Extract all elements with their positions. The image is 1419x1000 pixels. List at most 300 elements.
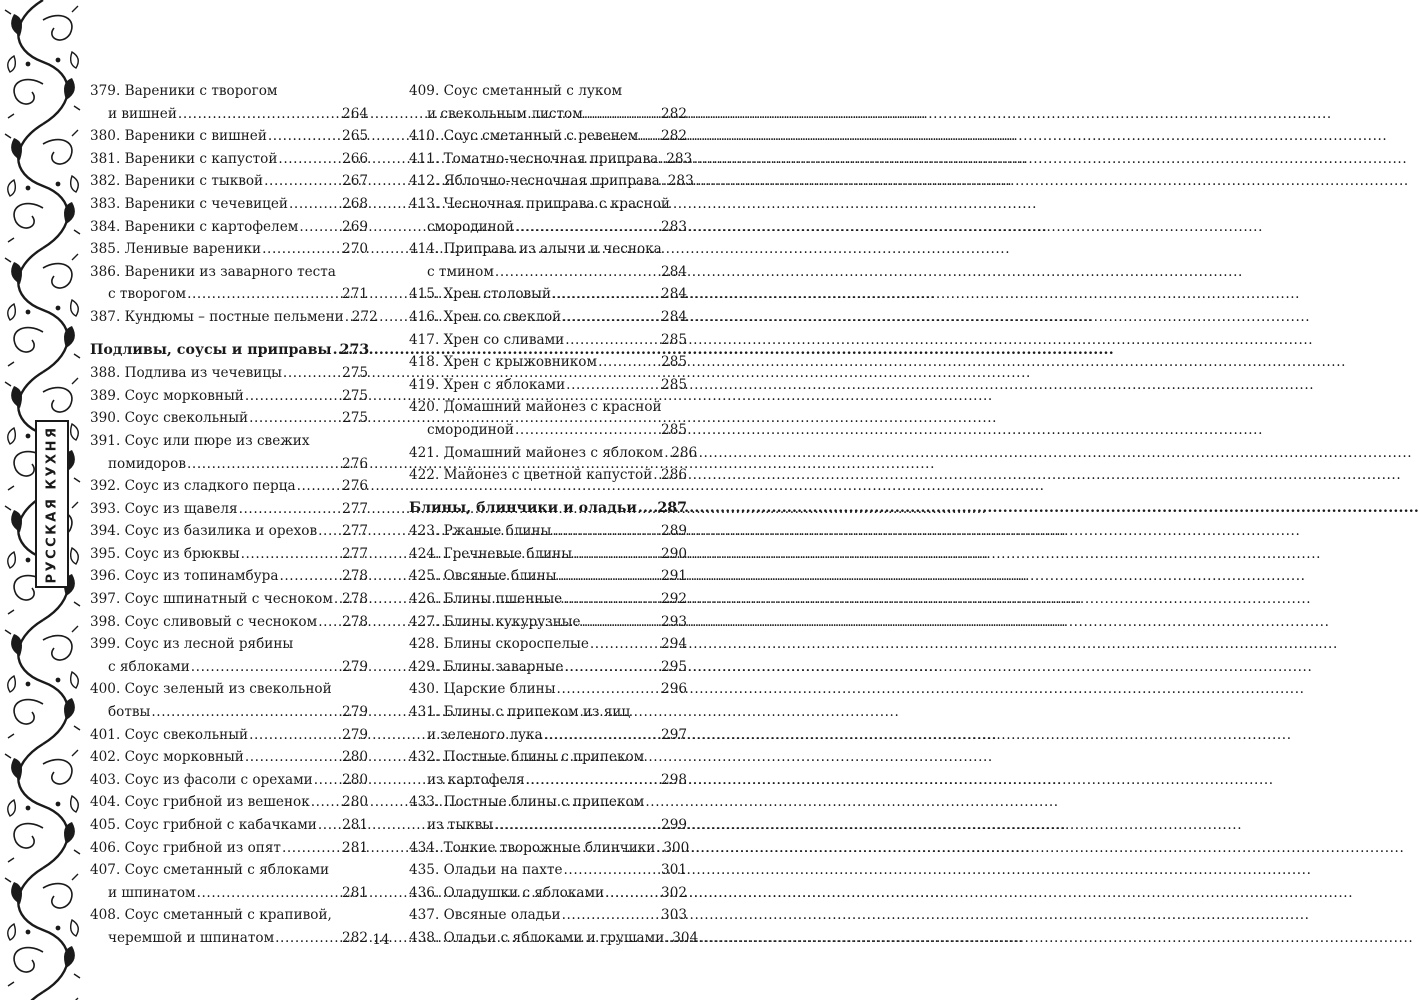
dot-leader [278,148,341,171]
toc-page-ref: 282 [661,105,687,122]
toc-page-ref: 285 [661,354,687,371]
toc-entry [409,746,687,791]
toc-entry [409,396,687,441]
toc-entry-title: 387. Кундюмы – постные пельмени [90,308,344,325]
dot-leader [187,453,341,476]
toc-entry-line [90,238,368,261]
dot-leader [605,882,660,905]
toc-entry-line [409,419,687,442]
toc-entry-line [409,701,687,724]
toc-entry [409,633,687,656]
toc-entry-title: с творогом [108,286,187,303]
toc-page-ref: 276 [342,478,368,495]
toc-entry [409,351,687,374]
toc-entry-title: 420. Домашний майонез с красной [409,399,662,416]
toc-entry-title: 433. Постные блины с припеком [409,794,645,811]
toc-entry-line [409,543,687,566]
dot-leader [279,565,341,588]
toc-page-ref: 270 [342,241,368,258]
toc-page-ref: 279 [342,726,368,743]
toc-page-ref: 284 [661,286,687,303]
toc-entry [90,170,368,193]
page-number: 14 [372,932,390,948]
toc-entry-line [409,769,687,792]
dot-leader [297,475,341,498]
toc-page-ref: 294 [661,636,687,653]
dot-leader [562,904,660,927]
toc-page-ref: 280 [342,749,368,766]
toc-page-ref: 283 [661,218,687,235]
toc-entry [90,724,368,747]
dot-leader [558,565,660,588]
toc-entry-title: из картофеля [427,771,525,788]
toc-entry-line [90,611,368,634]
toc-entry-line [409,261,687,284]
toc-entry-line [409,170,694,193]
toc-entry [90,498,368,521]
toc-entry [409,238,687,283]
toc-page-ref: 293 [661,613,687,630]
toc-entry [409,565,687,588]
toc-entry-title: 437. Овсяные оладьи [409,907,561,924]
toc-entry [90,306,378,329]
toc-entry [409,611,687,634]
toc-entry-line [409,520,687,543]
toc-page-ref: 284 [661,263,687,280]
toc-entry-line [409,837,690,860]
dot-leader [584,103,660,126]
dot-leader [333,339,339,362]
toc-page-ref: 295 [661,658,687,675]
dot-leader [245,746,341,769]
toc-page-ref: 291 [661,568,687,585]
toc-entry-line [90,407,368,430]
toc-entry-title: Блины, блинчики и оладьи [409,499,637,516]
dot-leader [264,170,341,193]
toc-entry-title: 416. Хрен со свеклой [409,308,562,325]
toc-page-ref: 283 [667,173,694,190]
toc-page-ref: 285 [661,331,687,348]
toc-entry [409,882,687,905]
toc-page-ref: 281 [342,839,368,856]
toc-page-ref: 301 [661,862,687,879]
toc-page-ref: 281 [342,817,368,833]
toc-entry-title: и зеленого лука [427,726,543,743]
toc-entry-title: 384. Вареники с картофелем [90,218,299,235]
dot-leader [311,791,341,814]
toc-entry-title: 406. Соус грибной из опят [90,839,281,856]
toc-entry [90,837,368,860]
dot-leader [191,656,341,679]
dot-leader [661,170,667,193]
dot-leader [239,498,341,521]
toc-page-ref: 279 [342,704,368,721]
toc-entry-line [409,633,687,656]
dot-leader [345,306,351,329]
toc-page-ref: 265 [342,128,368,145]
toc-page-ref: 277 [342,523,368,540]
toc-entry-line [409,588,687,611]
toc-entry [409,170,694,193]
toc-entry [409,193,687,238]
toc-entry-line [90,882,368,905]
toc-entry-title: 418. Хрен с крыжовником [409,354,598,371]
toc-entry [409,678,687,701]
toc-page-ref: 284 [661,308,687,325]
toc-entry-title: и свекольным листом [427,105,583,122]
dot-leader [656,837,662,860]
dot-leader [563,588,660,611]
toc-entry-title: Подливы, соусы и приправы [90,341,332,358]
toc-entry [409,306,687,329]
toc-entry [409,374,687,397]
toc-entry-line [90,701,368,724]
toc-entry-line [409,216,687,239]
toc-page-ref: 286 [671,444,698,461]
toc-entry-line [409,193,687,216]
toc-entry-title: 405. Соус грибной с кабачками [90,817,317,833]
dot-leader [178,103,341,126]
toc-entry [90,769,368,792]
toc-entry [409,837,690,860]
toc-entry [90,238,368,261]
toc-page-ref: 281 [342,884,368,901]
toc-entry-line [90,306,378,329]
toc-entry-title: смородиной [427,421,514,438]
dot-leader [573,543,660,566]
toc-entry [90,407,368,430]
toc-entry-line [409,329,687,352]
toc-entry-line [409,882,687,905]
dot-leader [638,497,657,520]
toc-entry-title: из тыквы [427,817,494,833]
toc-entry-line [409,904,687,927]
toc-entry [90,611,368,634]
toc-page-ref: 278 [342,591,368,608]
toc-entry-title: 400. Соус зеленый из свекольной [90,681,332,698]
toc-page-ref: 304 [672,929,699,946]
dot-leader [664,442,670,465]
toc-entry-title: 419. Хрен с яблоками [409,376,566,393]
toc-entry-title: 429. Блины заварные [409,658,564,675]
toc-entry-title: 390. Соус свекольный [90,410,249,427]
dot-leader [249,407,341,430]
toc-entry-title: 414. Приправа из алычи и чеснока [409,241,662,258]
toc-entry [90,565,368,588]
toc-page-ref: 282 [342,929,368,946]
toc-entry-title: помидоров [108,455,186,472]
toc-entry [409,125,687,148]
toc-section-heading [409,497,687,520]
toc-entry-line [90,656,368,679]
toc-entry-line [409,103,687,126]
toc-entry-line [90,543,368,566]
toc-entry-line [409,464,687,487]
dot-leader [515,419,660,442]
toc-entry-line [409,125,687,148]
dot-leader [515,216,660,239]
toc-entry-line [90,170,368,193]
toc-entry-line [90,588,368,611]
toc-entry-line [90,125,368,148]
toc-entry-title: с тмином [427,263,494,280]
dot-leader [318,611,341,634]
toc-entry-title: 381. Вареники с капустой [90,150,278,167]
toc-page-ref: 273 [339,341,370,358]
toc-entry-line [409,442,698,465]
toc-page-ref: 275 [342,410,368,427]
toc-page-ref: 269 [342,218,368,235]
toc-entry [409,283,687,306]
toc-entry-title: 388. Подлива из чечевицы [90,365,282,382]
toc-page-ref: 271 [342,286,368,303]
toc-entry-title: 380. Вареники с вишней [90,128,267,145]
toc-entry-line [90,791,368,814]
toc-page-ref: 292 [661,591,687,608]
toc-entry-line [409,565,687,588]
toc-entry-title: 436. Оладушки с яблоками [409,884,605,901]
toc-entry-line [90,814,368,837]
toc-entry-line [90,565,368,588]
toc-entry-line [90,859,368,882]
toc-entry-line [90,769,368,792]
toc-entry-title: 427. Блины кукурузные [409,613,581,630]
toc-entry-line [90,746,368,769]
toc-entry-title: 391. Соус или пюре из свежих [90,432,310,449]
toc-entry-title: 408. Соус сметанный с крапивой, [90,907,332,924]
dot-leader [494,814,660,837]
toc-entry-title: 423. Ржаные блины [409,523,552,540]
toc-page-ref: 283 [666,150,693,167]
toc-entry [409,148,693,171]
toc-entry-title: смородиной [427,218,514,235]
toc-entry-title: и шпинатом [108,884,196,901]
toc-entry-title: 395. Соус из брюквы [90,545,240,562]
toc-entry-line [409,724,687,747]
toc-entry-line [90,103,368,126]
toc-entry [409,588,687,611]
toc-entry [90,125,368,148]
toc-entry-line [409,306,687,329]
toc-page-ref: 279 [342,658,368,675]
toc-entry [90,430,368,475]
toc-entry-title: 382. Вареники с тыквой [90,173,264,190]
dot-leader [566,374,660,397]
dot-leader [552,520,660,543]
toc-entry-title: 401. Соус свекольный [90,726,249,743]
toc-entry-title: 392. Соус из сладкого перца [90,478,296,495]
toc-entry-title: 415. Хрен столовый [409,286,552,303]
toc-entry-line [90,385,368,408]
toc-entry-line [90,724,368,747]
dot-leader [582,611,661,634]
dot-leader [526,769,660,792]
dot-leader [639,125,660,148]
toc-page-ref: 299 [661,817,687,833]
toc-entry-title: 397. Соус шпинатный с чесноком [90,591,333,608]
floral-ornament-border [0,0,86,1000]
dot-leader [564,656,660,679]
toc-entry [409,543,687,566]
toc-page-ref: 266 [342,150,368,167]
dot-leader [241,543,341,566]
toc-entry-title: 424. Гречневые блины [409,545,573,562]
toc-entry [90,385,368,408]
toc-page-ref: 278 [342,568,368,585]
toc-page-ref: 300 [663,839,690,856]
toc-entry-title: черемшой и шпинатом [108,929,275,946]
dot-leader [544,724,660,747]
toc-entry [409,701,687,746]
toc-entry-line [409,283,687,306]
toc-entry [90,362,368,385]
toc-page-ref: 267 [342,173,368,190]
toc-entry-title: 412. Яблочно-чесночная приправа [409,173,660,190]
toc-entry-title: 394. Соус из базилика и орехов [90,523,318,540]
dot-leader [590,633,660,656]
dot-leader [314,769,341,792]
toc-entry-title: 435. Оладьи на пахте [409,862,563,879]
dot-leader [151,701,341,724]
dot-leader [564,859,661,882]
toc-entry-line [90,837,368,860]
toc-entry-line [409,238,687,261]
toc-entry [90,791,368,814]
toc-entry-line [90,80,368,103]
toc-entry [409,464,687,487]
toc-entry [90,80,368,125]
toc-entry [90,678,368,723]
toc-entry-title: 426. Блины пшенные [409,591,563,608]
dot-leader [283,362,341,385]
toc-entry [90,520,368,543]
toc-entry-title: 438. Оладьи с яблоками и грушами [409,929,665,946]
dot-leader [299,216,341,239]
dot-leader [245,385,341,408]
toc-entry-line [90,193,368,216]
toc-entry [90,475,368,498]
toc-page-ref: 277 [342,545,368,562]
toc-entry-title: 421. Домашний майонез с яблоком [409,444,664,461]
toc-entry-title: 430. Царские блины [409,681,556,698]
toc-entry-title: 409. Соус сметанный с луком [409,83,623,99]
toc-entry-title: 407. Соус сметанный с яблоками [90,862,330,879]
toc-entry-title: 385. Ленивые вареники [90,241,262,258]
toc-entry [409,520,687,543]
toc-entry-line [90,261,368,284]
toc-entry [409,859,687,882]
dot-leader [562,306,660,329]
toc-entry-line [409,611,687,634]
toc-entry-title: ботвы [108,704,151,721]
toc-entry-title: 389. Соус морковный [90,387,244,404]
toc-entry-line [90,362,368,385]
dot-leader [249,724,341,747]
dot-leader [598,351,660,374]
toc-left-column [90,80,378,950]
dot-leader [318,814,341,837]
toc-entry [90,148,368,171]
toc-entry-line [409,497,687,520]
toc-entry-title: 404. Соус грибной из вешенок [90,794,310,811]
toc-entry-line [409,791,687,814]
toc-entry [90,746,368,769]
toc-entry-title: 383. Вареники с чечевицей [90,195,288,212]
toc-entry-line [409,351,687,374]
dot-leader [197,882,341,905]
toc-entry-line [409,148,693,171]
dot-leader [659,148,665,171]
toc-page-ref: 287 [657,499,687,516]
toc-page-ref: 280 [342,794,368,811]
toc-entry [90,216,368,239]
toc-entry-title: 410. Соус сметанный с ревенем [409,128,639,145]
toc-page-ref: 290 [661,545,687,562]
toc-entry-line [90,520,368,543]
dot-leader [557,678,661,701]
dot-leader [565,329,660,352]
toc-entry [409,791,687,836]
toc-page-ref: 276 [342,455,368,472]
toc-entry-title: 422. Майонез с цветной капустой [409,467,653,484]
toc-page-ref: 275 [342,387,368,404]
toc-entry-title: 432. Постные блины с припеком [409,749,645,766]
toc-entry-title: 417. Хрен со сливами [409,331,565,348]
toc-entry [90,814,368,837]
dot-leader [495,261,660,284]
toc-page-ref: 277 [342,500,368,517]
toc-page-ref: 289 [661,523,687,540]
toc-entry-line [90,453,368,476]
toc-entry-line [90,216,368,239]
dot-leader [653,464,660,487]
toc-entry-line [409,859,687,882]
toc-entry-line [409,80,687,103]
toc-page-ref: 296 [661,681,687,698]
toc-page-ref: 282 [661,128,687,145]
toc-entry-title: 379. Вареники с творогом [90,83,278,99]
toc-entry-title: 396. Соус из топинамбура [90,568,279,585]
toc-entry-title: 413. Чесночная приправа с красной [409,195,670,212]
toc-entry [90,588,368,611]
toc-entry [409,904,687,927]
toc-entry-title: 393. Соус из щавеля [90,500,238,517]
dot-leader [282,837,341,860]
toc-entry-title: 428. Блины скороспелые [409,636,589,653]
toc-entry [90,543,368,566]
toc-entry-title: 431. Блины с припеком из яиц [409,704,631,721]
toc-page-ref: 303 [661,907,687,924]
toc-entry-title: 398. Соус сливовый с чесноком [90,613,318,630]
toc-page-ref: 286 [661,467,687,484]
toc-entry [409,329,687,352]
toc-page-ref: 285 [661,421,687,438]
toc-entry-line [409,656,687,679]
toc-entry [90,633,368,678]
dot-leader [552,283,660,306]
toc-entry-title: 411. Томатно-чесночная приправа [409,150,659,167]
toc-entry-line [90,678,368,701]
toc-entry-title: 386. Вареники из заварного теста [90,263,336,280]
toc-entry-title: и вишней [108,105,177,122]
toc-entry-line [90,904,368,927]
toc-page-ref: 278 [342,613,368,630]
toc-entry-title: 434. Тонкие творожные блинчики [409,839,656,856]
side-section-label [35,420,69,588]
toc-page-ref: 280 [342,771,368,788]
toc-entry-line [90,148,368,171]
toc-entry-title: 402. Соус морковный [90,749,244,766]
